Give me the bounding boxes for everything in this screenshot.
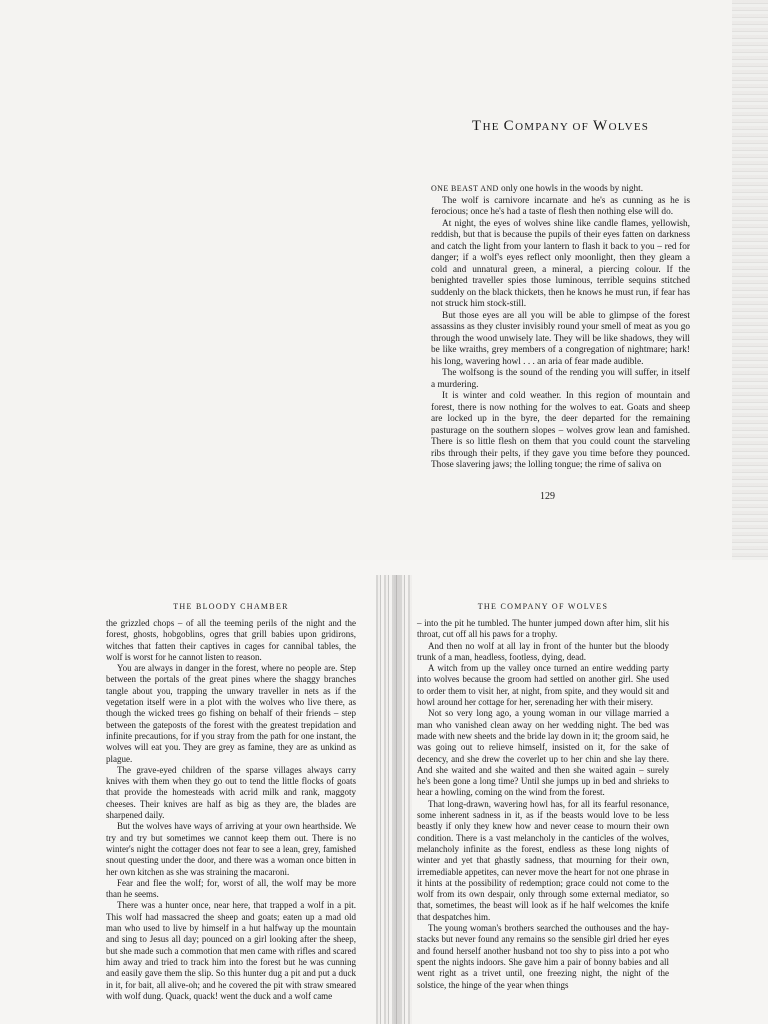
top-page (431, 118, 690, 472)
scan-page-edge (732, 0, 768, 560)
paragraph: A witch from up the valley once turned an entire wedding party into wolves because the groom had settled on another girl. She used to order them to visit her, at night, from spite, and they would sit and howl around her cottage for her, serenading her with their misery. (417, 663, 669, 708)
book-spine-shadow (394, 575, 400, 1024)
right-page-body (417, 618, 669, 991)
paragraph: That long-drawn, wavering howl has, for all its fearful resonance, some inherent sadness in it, as if the beasts would love to be less beastly if only they knew how and never cease to mourn their own condition. There is a vast melancholy in the canticles of the wolves, melancholy infinite as the forest, endless as these long nights of winter and yet that ghastly sadness, that mourning for their own, irremediable appetites, can never move the heart for not one phrase in it hints at the possibility of redemption; grace could not come to the wolf from its own despair, only through some external mediator, so that, sometimes, the beast will look as if he half welcomes the knife that despatches him. (417, 798, 669, 922)
right-page (417, 602, 669, 991)
paragraph: The grave-eyed children of the sparse villages always carry knives with them when they go out to tend the little flocks of goats that provide the homesteads with acrid milk and rank, maggoty cheeses. Their knives are half as big as they are, the blades are sharpened daily. (106, 764, 356, 821)
paragraph: And then no wolf at all lay in front of the hunter but the bloody trunk of a man, headless, footless, dying, dead. (417, 640, 669, 662)
paragraph: the grizzled chops – of all the teeming perils of the night and the forest, ghosts, hobgoblins, ogres that grill babies upon gridirons, witches that fatten their captives in cages for cannibal tables, the wolf is worst for he cannot listen to reason. (106, 618, 356, 662)
running-head: THE BLOODY CHAMBER (173, 602, 289, 611)
top-page-body (431, 183, 690, 472)
paragraph: The wolfsong is the sound of the rending you will suffer, in itself a murdering. (431, 368, 690, 390)
paragraph: It is winter and cold weather. In this region of mountain and forest, there is now nothing for the wolves to eat. Goats and sheep are locked up in the byre, the deer departed for the remaining pasturage on the southern slopes – wolves grow lean and famished. There is so little flesh on them that you could count the starveling ribs through their pelts, if they gave you time before they pounced. Those slavering jaws; the lolling tongue; the rime of saliva on (431, 391, 690, 470)
paragraph: There was a hunter once, near here, that trapped a wolf in a pit. This wolf had massacred the sheep and goats; eaten up a mad old man who used to live by himself in a hut halfway up the mountain and sing to Jesus all day; pounced on a girl looking after the sheep, but she made such a commotion that men came with rifles and scared him away and tried to track him into the forest but he was cunning and easily gave them the slip. So this hunter dug a pit and put a duck in it, for bait, all alive-oh; and he covered the pit with straw smeared with wolf dung. Quack, quack! went the duck and a wolf came (106, 900, 356, 1001)
running-head: THE COMPANY OF WOLVES (477, 602, 609, 611)
paragraph: But the wolves have ways of arriving at your own hearthside. We try and try but sometimes we cannot keep them out. There is no winter's night the cottager does not fear to see a lean, grey, famished snout questing under the door, and there was a woman once bitten in her own kitchen as she was straining the macaroni. (106, 821, 356, 877)
paragraph: – into the pit he tumbled. The hunter jumped down after him, slit his throat, cut off all his paws for a trophy. (417, 618, 669, 640)
paragraph: But those eyes are all you will be able to glimpse of the forest assassins as they cluster invisibly round your smell of meat as you go through the wood unwisely late. They will be like shadows, they will be like wraiths, grey members of a congregation of nightmare; hark! his long, wavering howl . . . an aria of fear made audible. (431, 310, 690, 367)
left-page-body (106, 618, 356, 1002)
paragraph: Not so very long ago, a young woman in our village married a man who vanished clean away on her wedding night. The bed was made with new sheets and the bride lay down in it; the groom said, he was going out to relieve himself, insisted on it, for the sake of decency, and she drew the coverlet up to her chin and she lay there. And she waited and she waited and then she waited again – surely he's been gone a long time? Until she jumps up in bed and shrieks to hear a howling, coming on the wind from the forest. (417, 708, 669, 798)
paragraph: At night, the eyes of wolves shine like candle flames, yellowish, reddish, but that is because the pupils of their eyes fatten on darkness and catch the light from your lantern to flash it back to you – red for danger; if a wolf's eyes reflect only moonlight, then they gleam a cold and unnatural green, a mineral, a piercing colour. If the benighted traveller spies those luminous, terrible sequins stitched suddenly on the black thickets, then he knows he must run, if fear has not struck him stock-still. (431, 218, 690, 309)
paragraph: ONE BEAST AND only one howls in the woods by night. (431, 184, 644, 194)
paragraph: You are always in danger in the forest, where no people are. Step between the portals of the great pines where the shaggy branches tangle about you, trapping the unwary traveller in nets as if the vegetation itself were in a plot with the wolves who live there, as though the wicked trees go fishing on behalf of their friends – step between the gateposts of the forest with the greatest trepidation and infinite precautions, for if you stray from the path for one instant, the wolves will eat you. They are grey as famine, they are as unkind as plague. (106, 663, 356, 764)
page-number: 129 (540, 491, 555, 502)
paragraph: The young woman's brothers searched the outhouses and the hay-stacks but never found any remains so the sensible girl dried her eyes and found herself another husband not too shy to piss into a pot who spent the nights indoors. She gave him a pair of bonny babies and all went right as a trivet until, one freezing night, the night of the solstice, the hinge of the year when things (417, 923, 669, 990)
chapter-title: THE COMPANY OF WOLVES (471, 118, 650, 134)
paragraph: The wolf is carnivore incarnate and he's as cunning as he is ferocious; once he's had a taste of flesh then nothing else will do. (431, 195, 690, 217)
left-page (106, 602, 356, 1002)
paragraph: Fear and flee the wolf; for, worst of all, the wolf may be more than he seems. (106, 877, 356, 900)
